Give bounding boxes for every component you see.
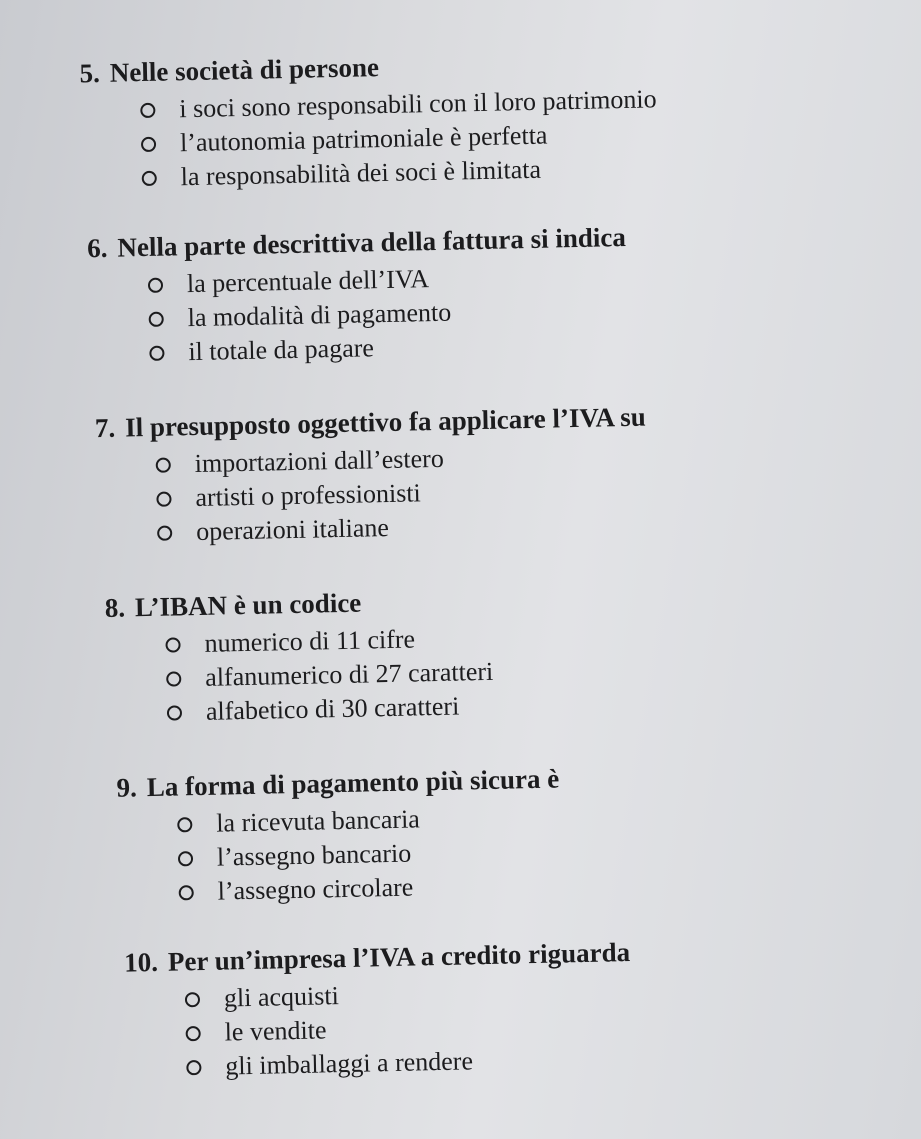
radio-circle-icon[interactable] bbox=[156, 491, 171, 506]
answer-option[interactable] bbox=[167, 689, 495, 730]
question-text: La forma di pagamento più sicura è bbox=[146, 763, 560, 803]
question-title bbox=[116, 763, 559, 802]
radio-circle-icon[interactable] bbox=[156, 457, 171, 472]
question-title bbox=[87, 222, 626, 263]
radio-circle-icon[interactable] bbox=[167, 705, 182, 720]
radio-circle-icon[interactable] bbox=[148, 277, 163, 292]
question-text: Per un’impresa l’IVA a credito riguarda bbox=[167, 937, 631, 977]
question-number: 5. bbox=[79, 57, 101, 89]
option-label: la modalità di pagamento bbox=[187, 297, 452, 333]
question-number: 8. bbox=[104, 592, 126, 623]
radio-circle-icon[interactable] bbox=[185, 992, 200, 1007]
option-label: l’assegno bancario bbox=[216, 838, 412, 872]
question-title bbox=[95, 402, 646, 444]
question-text: Nelle società di persone bbox=[109, 52, 380, 88]
option-label: l’autonomia patrimoniale è perfetta bbox=[179, 120, 548, 158]
option-label: alfabetico di 30 caratteri bbox=[205, 691, 460, 726]
option-label: la percentuale dell’IVA bbox=[186, 264, 430, 299]
radio-circle-icon[interactable] bbox=[177, 817, 192, 832]
radio-circle-icon[interactable] bbox=[186, 1026, 201, 1041]
question-number: 6. bbox=[86, 232, 108, 264]
option-label: numerico di 11 cifre bbox=[204, 624, 416, 658]
radio-circle-icon[interactable] bbox=[142, 170, 157, 185]
radio-circle-icon[interactable] bbox=[149, 311, 164, 326]
option-label: operazioni italiane bbox=[195, 512, 390, 547]
option-label: la responsabilità dei soci è limitata bbox=[180, 154, 542, 192]
question-title bbox=[104, 585, 492, 623]
radio-circle-icon[interactable] bbox=[157, 525, 172, 540]
question-text: Nella parte descrittiva della fattura si indica bbox=[117, 221, 627, 263]
option-label: l’assegno circolare bbox=[217, 872, 414, 906]
question-5 bbox=[79, 46, 658, 196]
question-10 bbox=[124, 937, 633, 1086]
option-label: artisti o professionisti bbox=[195, 478, 422, 513]
radio-circle-icon[interactable] bbox=[149, 345, 164, 360]
question-title bbox=[79, 46, 656, 88]
option-label: i soci sono responsabili con il loro patrimonio bbox=[179, 84, 657, 124]
radio-circle-icon[interactable] bbox=[179, 885, 194, 900]
option-label: importazioni dall’estero bbox=[194, 443, 445, 479]
radio-circle-icon[interactable] bbox=[178, 851, 193, 866]
radio-circle-icon[interactable] bbox=[186, 1060, 201, 1075]
option-label: le vendite bbox=[224, 1015, 327, 1047]
option-label: gli imballaggi a rendere bbox=[225, 1046, 474, 1081]
question-text: Il presupposto oggettivo fa applicare l’IVA su bbox=[124, 401, 647, 443]
question-title bbox=[124, 937, 631, 978]
question-6 bbox=[87, 222, 628, 371]
question-number: 7. bbox=[94, 412, 116, 444]
radio-circle-icon[interactable] bbox=[141, 136, 156, 151]
question-number: 9. bbox=[116, 772, 138, 803]
option-label: gli acquisti bbox=[223, 981, 340, 1013]
answer-option[interactable] bbox=[178, 867, 561, 909]
question-text: L’IBAN è un codice bbox=[134, 587, 362, 623]
option-label: la ricevuta bancaria bbox=[215, 804, 421, 838]
question-number: 10. bbox=[123, 946, 159, 978]
option-label: alfanumerico di 27 caratteri bbox=[204, 656, 494, 692]
radio-circle-icon[interactable] bbox=[140, 102, 155, 117]
question-8 bbox=[104, 585, 494, 731]
option-label: il totale da pagare bbox=[188, 333, 375, 367]
radio-circle-icon[interactable] bbox=[165, 637, 180, 652]
radio-circle-icon[interactable] bbox=[166, 671, 181, 686]
question-9 bbox=[116, 763, 562, 910]
question-7 bbox=[95, 402, 649, 552]
